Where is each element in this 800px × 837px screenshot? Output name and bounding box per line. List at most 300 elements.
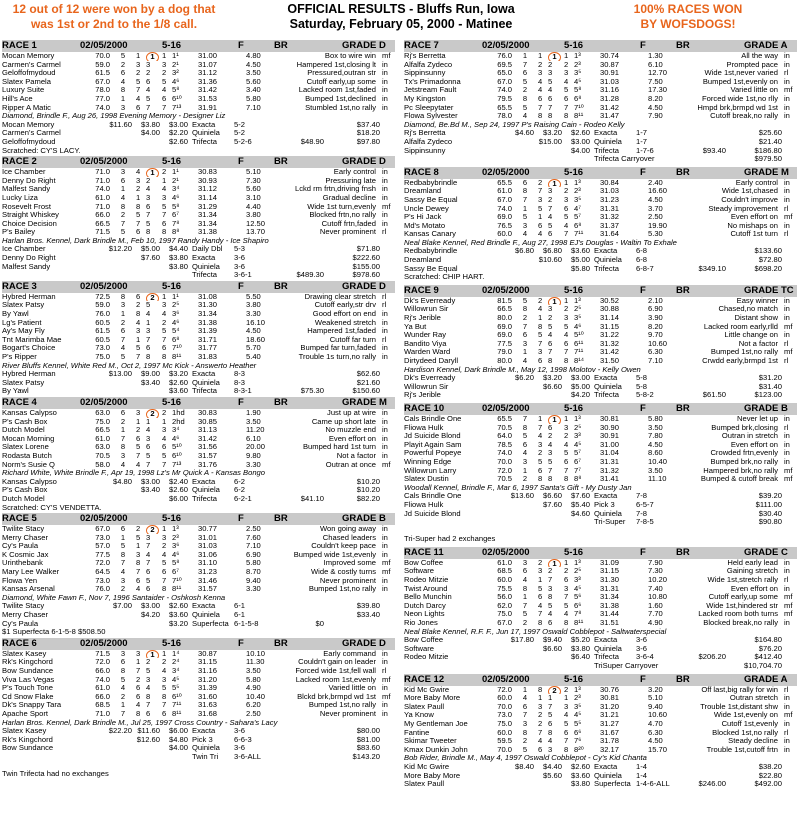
result-row <box>404 467 797 476</box>
dog-name: Software <box>404 567 434 576</box>
break-position: 7 <box>136 667 141 675</box>
final-time: 31.42 <box>600 348 620 357</box>
dog-name: Willowrun Sir <box>404 305 449 314</box>
combo: 6-1 <box>234 610 245 620</box>
grade-flag: mf <box>382 692 391 701</box>
post-position: 5 <box>120 52 126 60</box>
post-position: 6 <box>522 440 528 449</box>
race-header-f: F <box>640 546 646 558</box>
finish-margin: 3⁴ <box>172 185 180 194</box>
post-position: 2 <box>522 86 528 95</box>
race-block <box>404 674 797 789</box>
post-position: 5 <box>120 228 126 237</box>
place-pay: $7.60 <box>140 253 160 263</box>
post-position: 4 <box>120 460 126 469</box>
dog-name: Ay's May Fly <box>2 327 45 336</box>
final-time: 30.81 <box>600 414 620 423</box>
wager-pay: $21.60 <box>356 377 380 387</box>
grade-flag: in <box>382 585 388 594</box>
final-time: 30.85 <box>198 417 218 426</box>
finish-margin: 5⁸ <box>574 86 582 95</box>
final-time: 32.17 <box>600 745 620 754</box>
grade-flag: in <box>784 702 790 711</box>
combo: 3-6 <box>636 643 647 653</box>
race-header-dist: 5-16 <box>162 156 182 168</box>
grade-flag: in <box>784 52 790 60</box>
payout-row <box>404 518 797 527</box>
result-row <box>404 475 797 484</box>
post-position: 4 <box>120 344 126 353</box>
final-time: 31.16 <box>600 86 620 95</box>
race-message: Scratched: CHIP HART. <box>404 272 485 282</box>
payout-row <box>2 620 395 629</box>
wager-type: Pick 3 <box>594 499 615 509</box>
weight: 70.5 <box>95 451 110 460</box>
stretch-call: 2 <box>162 542 167 551</box>
final-time: 31.34 <box>600 593 620 602</box>
race-header-grade: GRADE TC <box>744 284 794 296</box>
stretch-call: 7 <box>162 211 167 220</box>
eighth-call: 1 <box>146 318 151 327</box>
final-time: 31.16 <box>198 667 218 675</box>
final-time: 31.30 <box>198 301 218 310</box>
weight: 75.0 <box>95 417 110 426</box>
show-pay: $4.00 <box>570 145 590 155</box>
odds: 3.40 <box>246 86 261 95</box>
combo: 5-2 <box>234 128 245 138</box>
final-time: 31.39 <box>198 327 218 336</box>
weight: 69.0 <box>497 331 512 340</box>
grade-flag: in <box>382 318 388 327</box>
break-position: 5 <box>538 584 543 593</box>
stretch-call: 3 <box>162 60 167 69</box>
dog-name: Twist Around <box>404 584 448 593</box>
result-row <box>404 610 797 619</box>
odds: 5.70 <box>246 344 261 353</box>
race-header-dist: 5-16 <box>162 513 182 525</box>
post-position: 6 <box>120 69 126 78</box>
weight: 61.5 <box>95 327 110 336</box>
wager-type: Daily Dbl <box>192 244 223 254</box>
grade-flag: in <box>784 112 790 121</box>
grade-flag: rl <box>784 230 789 239</box>
post-position: 4 <box>522 576 528 585</box>
eighth-call: 6 <box>548 619 553 628</box>
final-time: 31.42 <box>198 86 218 95</box>
finish-margin: 6¹¹ <box>574 339 584 348</box>
final-time: 31.42 <box>198 434 218 443</box>
win-pay: $13.00 <box>108 369 132 379</box>
eighth-call: 2 <box>548 432 553 441</box>
result-row <box>404 179 797 188</box>
post-position: 8 <box>522 305 528 314</box>
stretch-call: 1 <box>162 649 167 658</box>
eighth-call: 2 <box>548 567 553 576</box>
payout-row <box>404 662 797 671</box>
left-column <box>2 40 395 780</box>
post-position: 1 <box>120 310 126 319</box>
dog-name: Bello Munchin <box>404 593 452 602</box>
eighth-call: 5 <box>548 457 553 466</box>
break-position: 2 <box>136 301 141 310</box>
combo: 6-8 <box>636 246 647 256</box>
race-message: $1 Superfecta 6-1-5-8 $508.50 <box>2 627 106 637</box>
weight: 64.5 <box>95 568 110 577</box>
odds: 7.10 <box>648 357 663 365</box>
result-row <box>2 452 395 461</box>
wager-pay: $133.60 <box>754 246 782 256</box>
odds: 4.90 <box>246 684 261 693</box>
combo: 7-8 <box>636 491 647 501</box>
post-position: 3 <box>120 451 126 460</box>
grade-flag: in <box>784 558 790 567</box>
race-header-dist: 5-16 <box>564 673 584 685</box>
combo: 6-2 <box>234 476 245 486</box>
comment: Just up at wire <box>327 408 376 417</box>
race-block <box>2 156 395 280</box>
final-time: 31.23 <box>600 195 620 204</box>
comment: Crowded frtn,evenly <box>710 449 778 458</box>
payout-dog: Carmen's Carmel <box>2 128 61 138</box>
final-time: 31.60 <box>198 692 218 701</box>
weight: 70.0 <box>497 745 512 754</box>
final-time: 31.37 <box>600 221 620 230</box>
post-position: 7 <box>522 711 528 720</box>
finish-margin: 2¹ <box>172 176 179 185</box>
combo: 5-8 <box>636 381 647 391</box>
break-position: 5 <box>136 443 141 452</box>
wager-type: Tri-Super <box>594 517 626 527</box>
weight: 77.5 <box>95 550 110 559</box>
place-pay: $4.40 <box>542 761 562 771</box>
finish-margin: 2⁴ <box>172 658 180 667</box>
eighth-call: 6 <box>548 719 553 728</box>
comment: Wide 1st,stretch rally <box>707 576 778 585</box>
wager-pay: $37.40 <box>356 119 380 129</box>
weight: 69.0 <box>497 322 512 331</box>
show-pay: $5.20 <box>570 635 590 645</box>
weight: 77.0 <box>95 94 110 103</box>
finish-margin: 4⁶ <box>574 322 582 331</box>
payout-dog: Fliowa Hulk <box>404 499 444 509</box>
comment: Drawing clear stretch <box>304 292 376 301</box>
final-time: 30.52 <box>600 296 620 305</box>
grade-flag: in <box>382 77 388 86</box>
finish-margin: 7¹⁰ <box>172 576 182 585</box>
right-callout-line2: BY WOFSDOGS! <box>640 17 736 31</box>
breeding-note: Neal Blake Kennel, Red Brindle F., Aug 27, 1998 EJ's Douglas - Waltin To Exhale <box>404 238 677 247</box>
odds: 7.10 <box>246 103 261 112</box>
break-position: 7 <box>538 339 543 348</box>
post-position: 1 <box>522 52 528 60</box>
show-pay: $3.60 <box>570 246 590 256</box>
stretch-call: 7 <box>564 593 569 602</box>
post-position: 5 <box>522 745 528 754</box>
combo: 6-2 <box>234 485 245 495</box>
post-position: 4 <box>522 230 528 239</box>
finish-margin: 2³ <box>574 694 581 703</box>
break-position: 1 <box>136 542 141 551</box>
place-pay: $6.60 <box>542 491 562 501</box>
post-position: 5 <box>522 296 528 305</box>
stretch-call: 1 <box>564 178 569 187</box>
weight: 79.0 <box>497 348 512 357</box>
odds: 2.10 <box>648 296 663 305</box>
breeding-note: River Bluffs Kennel, White Red M., Oct 2, 1997 Mc Kick - Answerto Heather <box>2 361 257 370</box>
comment: Easy winner <box>736 296 778 305</box>
finish-margin: 4⁷ <box>574 204 581 213</box>
race-message: Tri-Super had 2 exchanges <box>404 534 496 544</box>
wager-type: Superfecta <box>192 618 229 628</box>
break-position: 6 <box>136 434 141 443</box>
eighth-call: 7 <box>146 335 151 344</box>
result-row <box>2 551 395 560</box>
place-pay: $3.00 <box>140 601 160 611</box>
comment: Hmpd brk,brmpd wd 1st <box>697 103 778 112</box>
eighth-call: 3 <box>548 305 553 314</box>
comment: Outran stretch <box>729 694 778 703</box>
break-position: 4 <box>538 432 543 441</box>
wager-type: Trifecta <box>594 263 620 273</box>
stretch-call: 2 <box>162 408 167 417</box>
place-pay: $11.60 <box>137 726 160 736</box>
place-pay: $6.60 <box>542 643 562 653</box>
race-header-grade: GRADE B <box>342 513 386 525</box>
show-pay: $4.20 <box>570 390 590 400</box>
combo: 6-1 <box>234 601 245 611</box>
finish-margin: 1³ <box>574 178 581 187</box>
stretch-call: 3 <box>162 533 167 542</box>
stretch-call: 4 <box>162 310 167 319</box>
final-time: 31.44 <box>600 610 620 619</box>
post-position: 7 <box>120 709 126 718</box>
comment: Couldn't gain on leader <box>298 658 376 667</box>
stretch-call: 1 <box>564 558 569 567</box>
dog-name: Md's Motato <box>404 221 446 230</box>
race-header-grade: GRADE A <box>744 40 788 51</box>
post-position: 1 <box>522 348 528 357</box>
page-title <box>256 2 546 32</box>
race-header <box>404 40 797 52</box>
eighth-call: 8 <box>146 228 151 237</box>
comment: Early control <box>735 178 778 187</box>
stretch-call: 7 <box>564 230 569 239</box>
stretch-call: 6 <box>162 94 167 103</box>
combo: 5-3 <box>234 244 245 254</box>
wager-pay: $222.60 <box>352 253 380 263</box>
comment: Outran at once <box>325 460 376 469</box>
show-pay: $3.80 <box>570 643 590 653</box>
race-header-br: BR <box>274 513 288 525</box>
break-position: 1 <box>538 52 543 60</box>
final-time: 31.04 <box>600 449 620 458</box>
break-position: 1 <box>538 694 543 703</box>
wager-pay: $90.80 <box>758 517 782 527</box>
weight: 75.0 <box>95 353 110 361</box>
race-header-grade: GRADE D <box>342 280 386 292</box>
wager-type: Exacta <box>594 128 618 138</box>
wager-pay: $412.40 <box>754 652 782 662</box>
race-header-br: BR <box>274 396 288 408</box>
odds: 8.60 <box>648 449 663 458</box>
wager-pay: $71.80 <box>356 244 380 254</box>
payout-dog: Denny Do Right <box>2 253 56 263</box>
stretch-call: 3 <box>564 702 569 711</box>
comment: Bumped 1st,no rally <box>308 701 376 710</box>
race-header-date: 02/05/2000 <box>482 546 530 558</box>
payout-dog: Malfest Sandy <box>2 261 51 271</box>
weight: 78.5 <box>497 440 512 449</box>
dog-name: Bandito Viya <box>404 339 447 348</box>
eighth-call: 6 <box>548 423 553 432</box>
combo: 3-6 <box>234 261 245 271</box>
place-pay: $5.00 <box>140 244 160 254</box>
result-row <box>404 424 797 433</box>
grade-flag: in <box>784 296 790 305</box>
odds: 11.10 <box>648 475 667 484</box>
stretch-call: 2 <box>564 685 569 694</box>
post-position: 7 <box>522 322 528 331</box>
dog-name: P's Cash Box <box>2 417 48 426</box>
race-header-br: BR <box>676 284 690 296</box>
circled-eighth-call: 1 <box>548 297 561 306</box>
race-header-race: RACE 1 <box>2 40 37 51</box>
race-header-dist: 5-16 <box>564 284 584 296</box>
race-header-f: F <box>238 280 244 292</box>
post-position: 6 <box>120 658 126 667</box>
wager-type: Quiniela <box>594 255 622 265</box>
weight: 58.0 <box>95 460 110 469</box>
weight: 73.0 <box>95 533 110 542</box>
dog-name: Mocan Memory <box>2 52 55 60</box>
combo: 1-4-6-ALL <box>636 779 670 789</box>
odds: 3.50 <box>246 667 261 675</box>
wager-type: Twin Tri <box>192 751 219 761</box>
race-header-date: 02/05/2000 <box>482 40 530 51</box>
final-time: 31.08 <box>198 292 218 301</box>
stretch-call: 4 <box>162 185 167 194</box>
odds: 4.70 <box>648 719 663 728</box>
circled-eighth-call: 2 <box>146 293 159 302</box>
race-header-dist: 5-16 <box>162 40 182 51</box>
wager-pay: $155.00 <box>352 261 380 271</box>
eighth-call: 4 <box>548 610 553 619</box>
break-position: 6 <box>538 221 543 230</box>
wager-pay: $25.60 <box>758 128 782 138</box>
weight: 67.0 <box>95 525 110 534</box>
comment: Varied little on <box>730 86 778 95</box>
wager-type: Exacta <box>594 635 618 645</box>
break-position: 7 <box>538 728 543 737</box>
race-header-race: RACE 12 <box>404 673 445 685</box>
final-time: 31.63 <box>198 701 218 710</box>
break-position: 8 <box>538 112 543 121</box>
final-time: 30.84 <box>600 178 620 187</box>
final-time: 31.03 <box>600 77 620 86</box>
weight: 72.0 <box>497 685 512 694</box>
eighth-call: 8 <box>548 728 553 737</box>
break-position: 6 <box>538 466 543 475</box>
eighth-call: 4 <box>548 440 553 449</box>
comment: Gradual decline <box>322 193 376 202</box>
show-pay: $2.60 <box>168 136 188 146</box>
odds: 2.50 <box>246 709 261 718</box>
dog-name: Luxury Suite <box>2 86 45 95</box>
break-position: 3 <box>136 327 141 336</box>
comment: Outran in stretch <box>721 432 778 441</box>
weight: 56.0 <box>497 593 512 602</box>
wager-base: $48.90 <box>300 136 324 146</box>
finish-margin: 7⁷ <box>574 466 581 475</box>
grade-flag: in <box>784 331 790 340</box>
payout-row <box>404 780 797 789</box>
eighth-call: 7 <box>146 103 151 112</box>
post-position: 3 <box>522 457 528 466</box>
show-pay: $4.00 <box>168 743 188 753</box>
eighth-call: 2 <box>146 658 151 667</box>
wager-type: Trifecta <box>192 386 218 396</box>
break-position: 8 <box>538 322 543 331</box>
show-pay: $2.60 <box>570 761 590 771</box>
break-position: 4 <box>136 460 141 469</box>
wager-type: Exacta <box>594 761 618 771</box>
post-position: 8 <box>120 86 126 95</box>
wager-type: Superfecta <box>594 779 631 789</box>
place-pay: $6.60 <box>542 381 562 391</box>
finish-margin: 7⁸ <box>574 610 582 619</box>
stretch-call: 6 <box>162 709 167 718</box>
finish-margin: 2⁵ <box>574 423 582 432</box>
eighth-call: 4 <box>146 86 151 95</box>
grade-flag: in <box>382 219 388 228</box>
post-position: 1 <box>120 185 126 194</box>
eighth-call: 2 <box>548 314 553 323</box>
grade-flag: in <box>382 103 388 112</box>
title-line2: Saturday, February 05, 2000 - Matinee <box>289 17 513 31</box>
stretch-call: 2 <box>564 432 569 441</box>
wager-pay: $492.00 <box>754 779 782 789</box>
dog-name: Slatex Paull <box>404 702 445 711</box>
dog-name: My Kingston <box>404 94 446 103</box>
stretch-call: 4 <box>564 610 569 619</box>
comment: Box to wire win <box>324 52 376 60</box>
odds: 6.10 <box>648 60 663 69</box>
win-pay: $6.80 <box>514 246 534 256</box>
break-position: 2 <box>136 69 141 78</box>
race-header <box>404 403 797 415</box>
break-position: 1 <box>136 335 141 344</box>
show-pay: $2.60 <box>168 377 188 387</box>
comment: Improved some <box>323 559 376 568</box>
result-row <box>2 684 395 693</box>
final-time: 31.71 <box>198 335 218 344</box>
break-position: 5 <box>136 211 141 220</box>
break-position: 3 <box>538 69 543 78</box>
stretch-call: 3 <box>564 195 569 204</box>
post-position: 6 <box>522 567 528 576</box>
weight: 60.0 <box>497 694 512 703</box>
eighth-call: 4 <box>548 331 553 340</box>
weight: 59.0 <box>95 301 110 310</box>
combo: 1-7-6 <box>636 145 654 155</box>
post-position: 5 <box>522 610 528 619</box>
wager-pay: $978.60 <box>352 270 380 280</box>
result-row <box>2 220 395 229</box>
grade-flag: in <box>382 434 388 443</box>
left-callout-line2: was 1st or 2nd to the 1/8 call. <box>30 17 198 31</box>
result-row <box>2 525 395 534</box>
result-row <box>2 301 395 310</box>
